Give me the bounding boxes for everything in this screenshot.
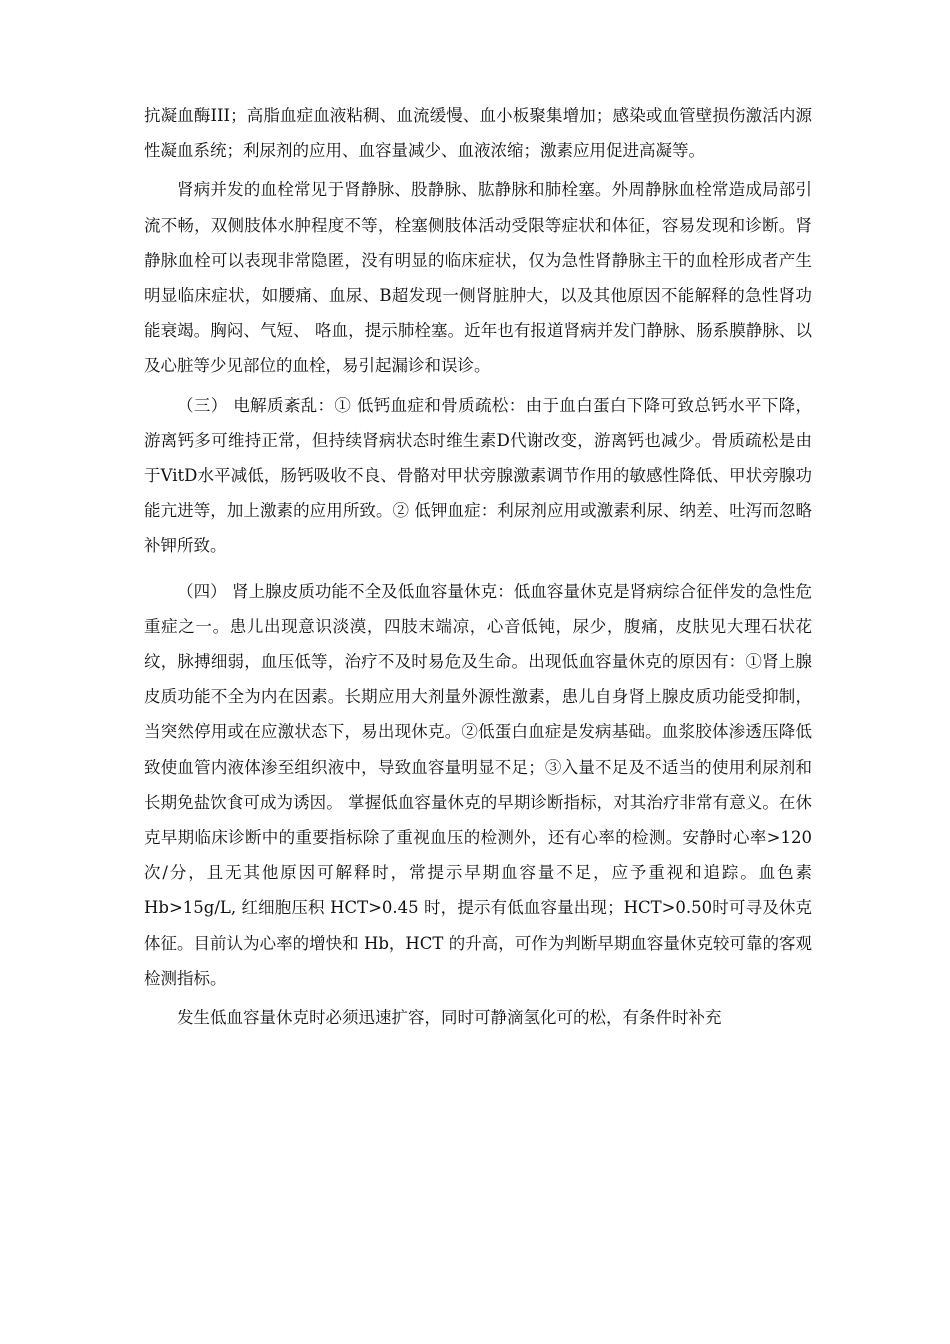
paragraph-anticoagulant-continuation: 抗凝血酶III；高脂血症血液粘稠、血流缓慢、血小板聚集增加；感染或血管壁损伤激活内源性凝血系统；利尿剂的应用、血容量减少、血液浓缩；激素应用促进高凝等。 — [144, 106, 812, 161]
document-page — [144, 98, 812, 1035]
paragraph-adrenal-insufficiency-shock: （四） 肾上腺皮质功能不全及低血容量休克：低血容量休克是肾病综合征伴发的急性危重症之一。患儿出现意识淡漠，四肢末端凉，心音低钝，尿少，腹痛，皮肤见大理石状花纹，脉搏细弱，血压低等，治疗不及时易危及生命。出现低血容量休克的原因有：①肾上腺皮质功能不全为内在因素。长期应用大剂量外源性激素，患儿自身肾上腺皮质功能受抑制，当突然停用或在应激状态下，易出现休克。②低蛋白血症是发病基础。血浆胶体渗透压降低致使血管内液体渗至组织液中，导致血容量明显不足；③入量不足及不适当的使用利尿剂和长期免盐饮食可成为诱因。 掌握低血容量休克的早期诊断指标，对其治疗非常有意义。在休克早期临床诊断中的重要指标除了重视血压的检测外，还有心率的检测。安静时心率>120次/分，且无其他原因可解释时，常提示早期血容量不足，应予重视和追踪。血色素 Hb>15g/L, 红细胞压积 HCT>0.45 时，提示有低血容量出现；HCT>0.50时可寻及休克体征。目前认为心率的增快和 Hb，HCT 的升高，可作为判断早期血容量休克较可靠的客观检测指标。 — [144, 581, 812, 988]
paragraph-shock-treatment: 发生低血容量休克时必须迅速扩容，同时可静滴氢化可的松，有条件时补充 — [177, 1008, 722, 1028]
paragraph-electrolyte-disorder: （三） 电解质紊乱：① 低钙血症和骨质疏松：由于血白蛋白下降可致总钙水平下降，游离钙多可维持正常，但持续肾病状态时维生素D代谢改变，游离钙也减少。骨质疏松是由于VitD水平减低，肠钙吸收不良、骨骼对甲状旁腺激素调节作用的敏感性降低、甲状旁腺功能亢进等，加上激素的应用所致。② 低钾血症：利尿剂应用或激素利尿、纳差、吐泻而忽略补钾所致。 — [144, 395, 812, 556]
paragraph-thrombosis: 肾病并发的血栓常见于肾静脉、股静脉、肱静脉和肺栓塞。外周静脉血栓常造成局部引流不畅，双侧肢体水肿程度不等，栓塞侧肢体活动受限等症状和体征，容易发现和诊断。肾静脉血栓可以表现非常隐匿，没有明显的临床症状，仅为急性肾静脉主干的血栓形成者产生明显临床症状，如腰痛、血尿、B超发现一侧肾脏肿大，以及其他原因不能解释的急性肾功能衰竭。胸闷、气短、 咯血，提示肺栓塞。近年也有报道肾病并发门静脉、肠系膜静脉、以及心脏等少见部位的血栓，易引起漏诊和误诊。 — [144, 180, 812, 376]
